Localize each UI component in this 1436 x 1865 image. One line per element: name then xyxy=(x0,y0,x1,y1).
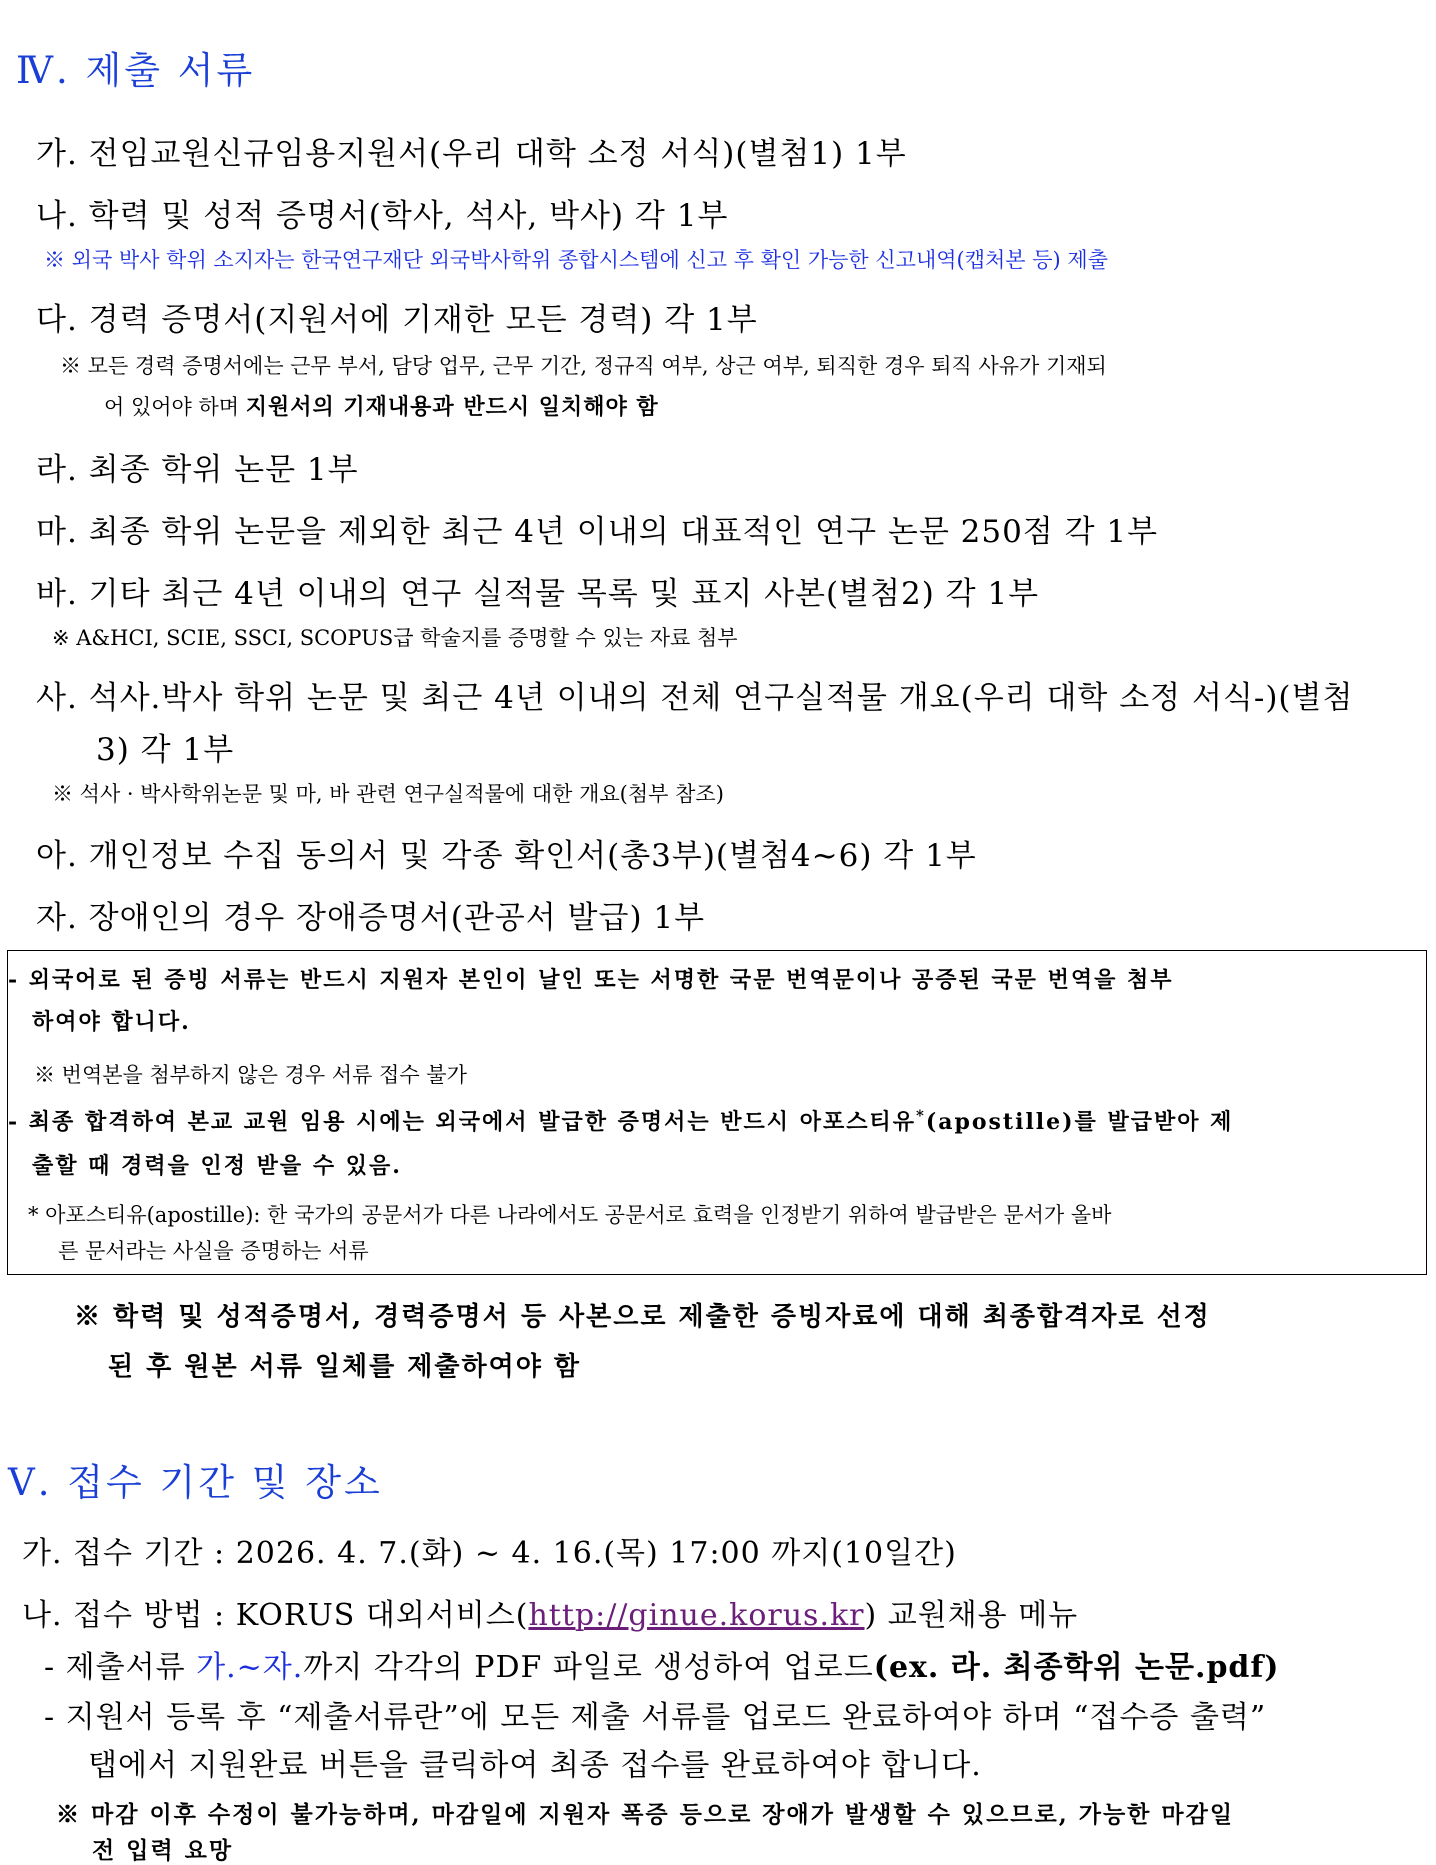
item-da-note-2-text: 어 있어야 하며 xyxy=(104,395,246,419)
method-sub-1-mid: 까지 각각의 PDF 파일로 생성하여 업로드 xyxy=(303,1650,874,1685)
notice-line-1: - 외국어로 된 증빙 서류는 반드시 지원자 본인이 날인 또는 서명한 국문 번역문이나 공증된 국문 번역을 첨부 xyxy=(8,967,1174,993)
method-sub-2a: - 지원서 등록 후 “제출서류란”에 모든 제출 서류를 업로드 완료하여야 하며 “접수증 출력” xyxy=(44,1700,1267,1735)
item-da-note-1: ※ 모든 경력 증명서에는 근무 부서, 담당 업무, 근무 기간, 정규직 여부, 상근 여부, 퇴직한 경우 퇴직 사유가 기재되 xyxy=(60,354,1107,378)
notice-line-3-b: (apostille)를 발급받아 제 xyxy=(925,1109,1234,1135)
notice-line-3-a: - 최종 합격하여 본교 교원 임용 시에는 외국에서 발급한 증명서는 반드시 아포스티유 xyxy=(8,1109,916,1135)
item-a: 아. 개인정보 수집 동의서 및 각종 확인서(총3부)(별첨4~6) 각 1부 xyxy=(36,838,977,874)
notice-note-1: ※ 번역본을 첨부하지 않은 경우 서류 접수 불가 xyxy=(34,1063,467,1087)
item-na-note: ※ 외국 박사 학위 소지자는 한국연구재단 외국박사학위 종합시스템에 신고 후 확인 가능한 신고내역(캡처본 등) 제출 xyxy=(44,248,1108,272)
method-sub-1-blue: 가.~자. xyxy=(196,1650,304,1685)
item-da: 다. 경력 증명서(지원서에 기재한 모든 경력) 각 1부 xyxy=(36,302,758,338)
notice-line-3 xyxy=(8,1105,1233,1136)
method-sub-1-pre: - 제출서류 xyxy=(44,1650,197,1685)
final-notice-1: ※ 학력 및 성적증명서, 경력증명서 등 사본으로 제출한 증빙자료에 대해 최종합격자로 선정 xyxy=(74,1302,1211,1332)
item-da-note-2-bold: 지원서의 기재내용과 반드시 일치해야 함 xyxy=(245,394,659,420)
reception-method-post: ) 교원채용 메뉴 xyxy=(864,1598,1079,1633)
notice-line-3-star: * xyxy=(915,1106,926,1125)
item-ga: 가. 전임교원신규임용지원서(우리 대학 소정 서식)(별첨1) 1부 xyxy=(36,136,907,172)
section5-title: Ⅴ. 접수 기간 및 장소 xyxy=(8,1461,383,1504)
item-ja: 자. 장애인의 경우 장애증명서(관공서 발급) 1부 xyxy=(36,900,706,936)
item-sa-line-2: 3) 각 1부 xyxy=(96,732,235,768)
reception-method xyxy=(22,1590,1078,1634)
korus-link[interactable]: http://ginue.korus.kr xyxy=(528,1598,865,1633)
deadline-warning-2: 전 입력 요망 xyxy=(92,1837,234,1864)
notice-line-2: 하여야 합니다. xyxy=(32,1009,191,1035)
reception-method-pre: 나. 접수 방법 : KORUS 대외서비스( xyxy=(22,1598,529,1633)
item-sa-line-1: 사. 석사.박사 학위 논문 및 최근 4년 이내의 전체 연구실적물 개요(우리 대학 소정 서식-)(별첨 xyxy=(36,680,1354,716)
final-notice-2: 된 후 원본 서류 일체를 제출하여야 함 xyxy=(108,1352,582,1382)
method-sub-1-bold: (ex. 라. 최종학위 논문.pdf) xyxy=(873,1650,1280,1685)
item-sa-note: ※ 석사 · 박사학위논문 및 마, 바 관련 연구실적물에 대한 개요(첨부 참조) xyxy=(52,782,724,806)
notice-note-2a: * 아포스티유(apostille): 한 국가의 공문서가 다른 나라에서도 공문서로 효력을 인정받기 위하여 발급받은 문서가 올바 xyxy=(28,1203,1112,1227)
item-ba-note: ※ A&HCI, SCIE, SSCI, SCOPUS급 학술지를 증명할 수 있는 자료 첨부 xyxy=(52,626,738,650)
notice-note-2b: 른 문서라는 사실을 증명하는 서류 xyxy=(58,1239,369,1263)
item-na: 나. 학력 및 성적 증명서(학사, 석사, 박사) 각 1부 xyxy=(36,198,729,234)
section4-title: Ⅳ. 제출 서류 xyxy=(16,49,256,92)
item-ma: 마. 최종 학위 논문을 제외한 최근 4년 이내의 대표적인 연구 논문 250점 각 1부 xyxy=(36,514,1159,550)
notice-line-4: 출할 때 경력을 인정 받을 수 있음. xyxy=(32,1153,402,1179)
method-sub-2b: 탭에서 지원완료 버튼을 클릭하여 최종 접수를 완료하여야 합니다. xyxy=(88,1748,982,1783)
item-da-note-2 xyxy=(104,390,659,421)
deadline-warning-1: ※ 마감 이후 수정이 불가능하며, 마감일에 지원자 폭증 등으로 장애가 발생할 수 있으므로, 가능한 마감일 xyxy=(56,1801,1235,1828)
item-ra: 라. 최종 학위 논문 1부 xyxy=(36,452,359,488)
notice-box xyxy=(7,950,1427,1275)
method-sub-1 xyxy=(44,1642,1280,1686)
item-ba: 바. 기타 최근 4년 이내의 연구 실적물 목록 및 표지 사본(별첨2) 각 1부 xyxy=(36,576,1040,612)
reception-period: 가. 접수 기간 : 2026. 4. 7.(화) ~ 4. 16.(목) 17:00 까지(10일간) xyxy=(22,1536,957,1571)
